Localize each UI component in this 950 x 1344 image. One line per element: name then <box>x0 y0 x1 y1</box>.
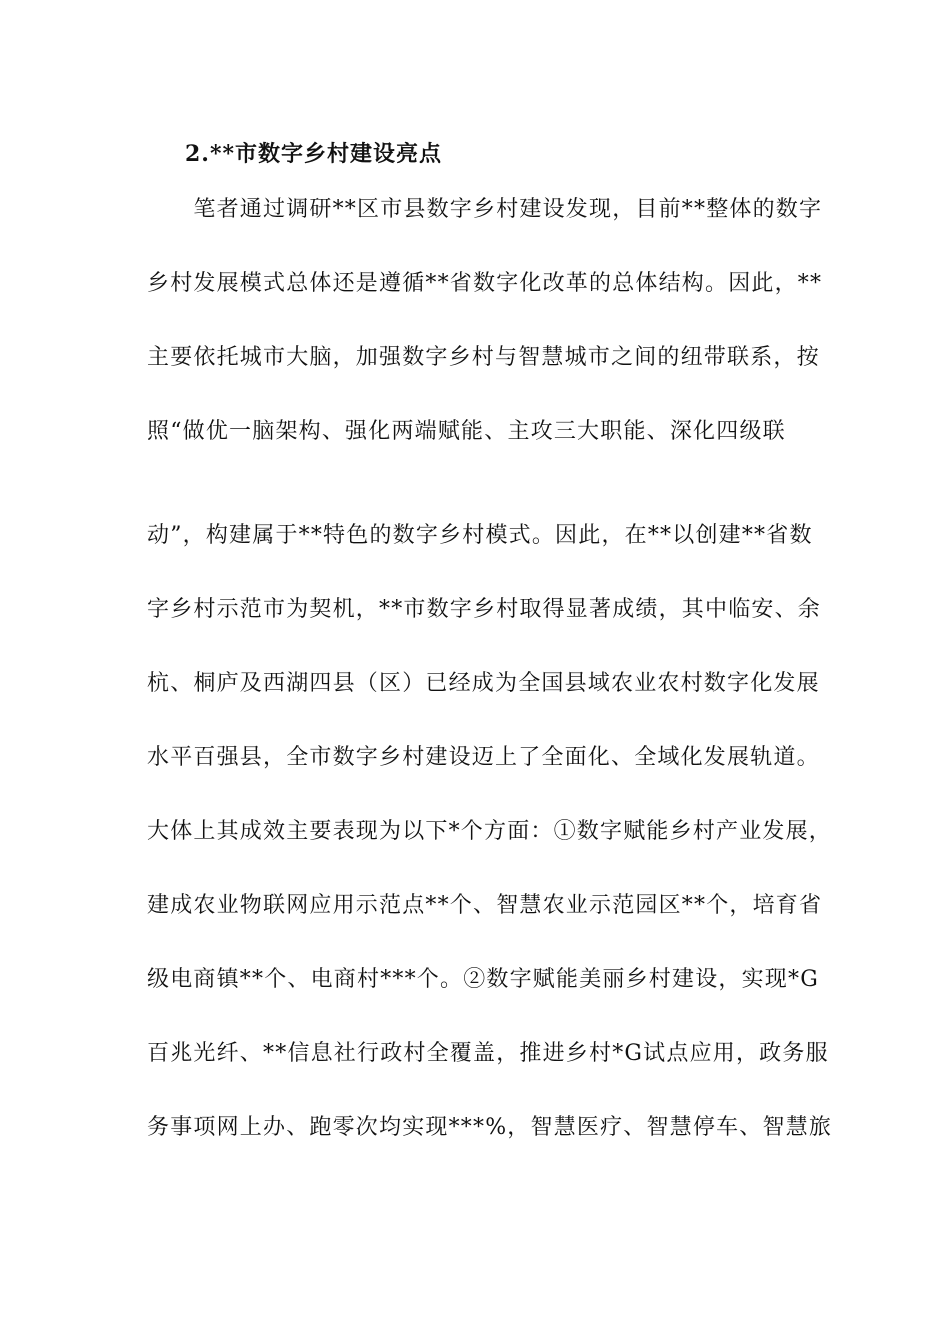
section-heading: 2.**市数字乡村建设亮点 <box>185 141 442 167</box>
paragraph-line: 大体上其成效主要表现为以下*个方面：①数字赋能乡村产业发展， <box>147 819 833 844</box>
paragraph-line: 级电商镇**个、电商村***个。②数字赋能美丽乡村建设，实现*G <box>147 967 819 992</box>
paragraph-line: 建成农业物联网应用示范点**个、智慧农业示范园区**个，培育省 <box>147 893 823 918</box>
paragraph-line: 笔者通过调研**区市县数字乡村建设发现，目前**整体的数字 <box>147 197 823 222</box>
paragraph-line: 水平百强县，全市数字乡村建设迈上了全面化、全域化发展轨道。 <box>147 745 820 770</box>
paragraph-line: 百兆光纤、**信息社行政村全覆盖，推进乡村*G试点应用，政务服 <box>147 1041 829 1066</box>
paragraph-line: 务事项网上办、跑零次均实现***%，智慧医疗、智慧停车、智慧旅 <box>147 1115 833 1140</box>
paragraph-line: 杭、桐庐及西湖四县（区）已经成为全国县域农业农村数字化发展 <box>147 671 820 696</box>
paragraph-line: 主要依托城市大脑，加强数字乡村与智慧城市之间的纽带联系，按 <box>147 345 820 370</box>
paragraph-line: 照“做优一脑架构、强化两端赋能、主攻三大职能、深化四级联 <box>147 419 786 444</box>
paragraph-line: 字乡村示范市为契机，**市数字乡村取得显著成绩，其中临安、余 <box>147 597 822 622</box>
paragraph-line: 动”，构建属于**特色的数字乡村模式。因此，在**以创建**省数 <box>147 523 813 548</box>
paragraph-line: 乡村发展模式总体还是遵循**省数字化改革的总体结构。因此，** <box>147 271 823 296</box>
